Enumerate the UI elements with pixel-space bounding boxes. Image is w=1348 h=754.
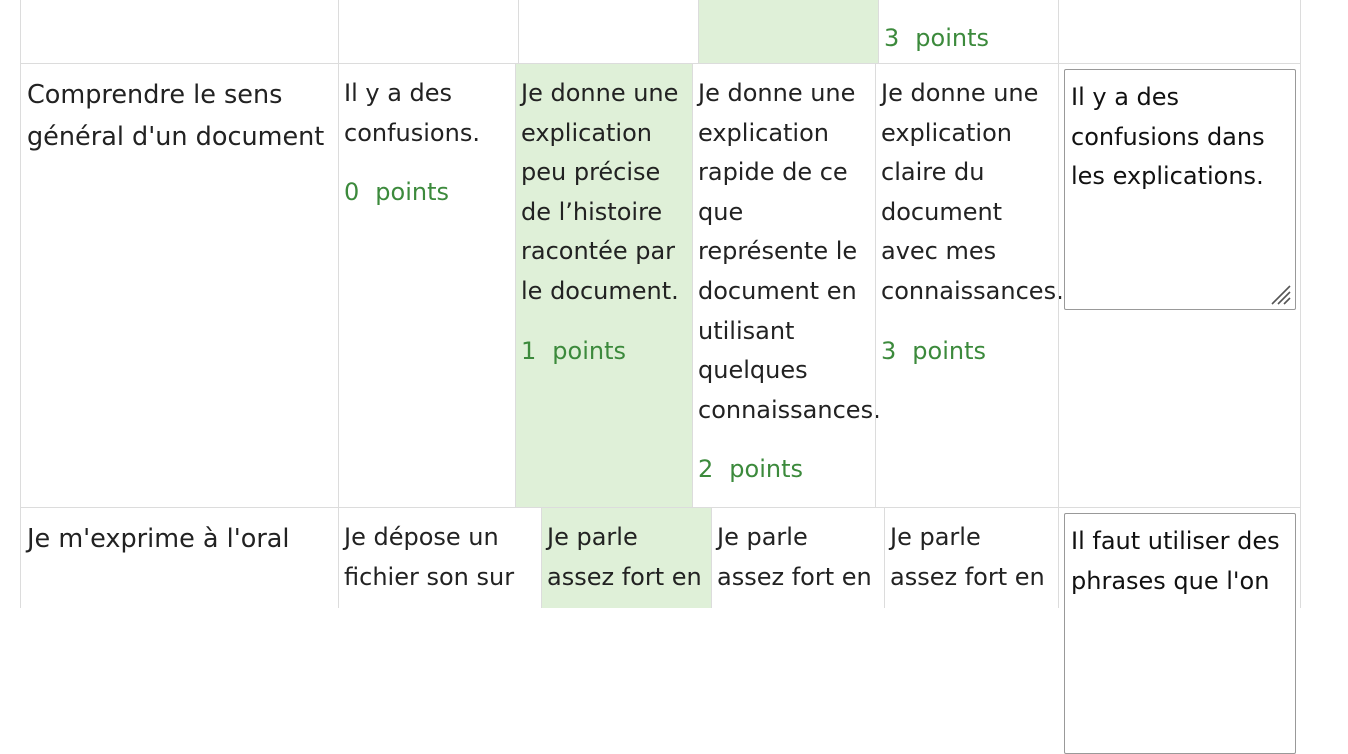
rubric-row-previous xyxy=(20,0,1301,63)
rubric-row xyxy=(20,507,1301,608)
criterion-cell xyxy=(20,508,338,608)
level-cell[interactable] xyxy=(338,508,541,608)
feedback-text: Il faut utiliser des phrases que l'on xyxy=(1071,527,1280,595)
level-description: Je donne une explication rapide de ce que représente le document en utilisant quelques connaissances. xyxy=(698,79,881,424)
level-points: 0 points xyxy=(344,178,449,207)
feedback-cell xyxy=(1058,508,1301,608)
level-cell-selected[interactable] xyxy=(515,64,692,508)
level-points: 3 points xyxy=(884,24,989,52)
feedback-textarea[interactable] xyxy=(1064,513,1296,754)
level-cell[interactable] xyxy=(338,0,518,63)
level-cell[interactable] xyxy=(711,508,884,608)
criterion-label: Je m'exprime à l'oral xyxy=(27,524,290,554)
feedback-text: Il y a des confusions dans les explications. xyxy=(1071,83,1265,191)
level-points: 1 points xyxy=(521,336,626,365)
level-cell-selected[interactable] xyxy=(698,0,878,63)
rubric-row xyxy=(20,63,1301,508)
criterion-cell xyxy=(20,64,338,508)
level-points: 3 points xyxy=(881,336,986,365)
level-cell[interactable] xyxy=(884,508,1058,608)
level-cell[interactable] xyxy=(878,0,1058,63)
level-description: Je donne une explication peu précise de l’histoire racontée par le document. xyxy=(521,79,679,305)
feedback-cell xyxy=(1058,64,1301,508)
level-points: 2 points xyxy=(698,455,803,484)
feedback-cell xyxy=(1058,0,1301,63)
criterion-cell xyxy=(20,0,338,63)
level-cell-selected[interactable] xyxy=(541,508,711,608)
level-cell[interactable] xyxy=(518,0,698,63)
level-description: Je parle assez fort en xyxy=(890,523,1045,591)
level-description: Je dépose un fichier son sur xyxy=(344,523,515,591)
feedback-textarea[interactable] xyxy=(1064,69,1296,310)
level-description: Il y a des confusions. xyxy=(344,79,480,147)
resize-handle-icon[interactable] xyxy=(1268,282,1292,306)
level-cell[interactable] xyxy=(875,64,1064,508)
level-description: Je parle assez fort en xyxy=(547,523,702,591)
level-cell[interactable] xyxy=(338,64,515,508)
level-description: Je parle assez fort en xyxy=(717,523,872,591)
level-description: Je donne une explication claire du document avec mes connaissances. xyxy=(881,79,1064,305)
criterion-label: Comprendre le sens général d'un document xyxy=(27,80,325,152)
level-cell[interactable] xyxy=(692,64,881,508)
